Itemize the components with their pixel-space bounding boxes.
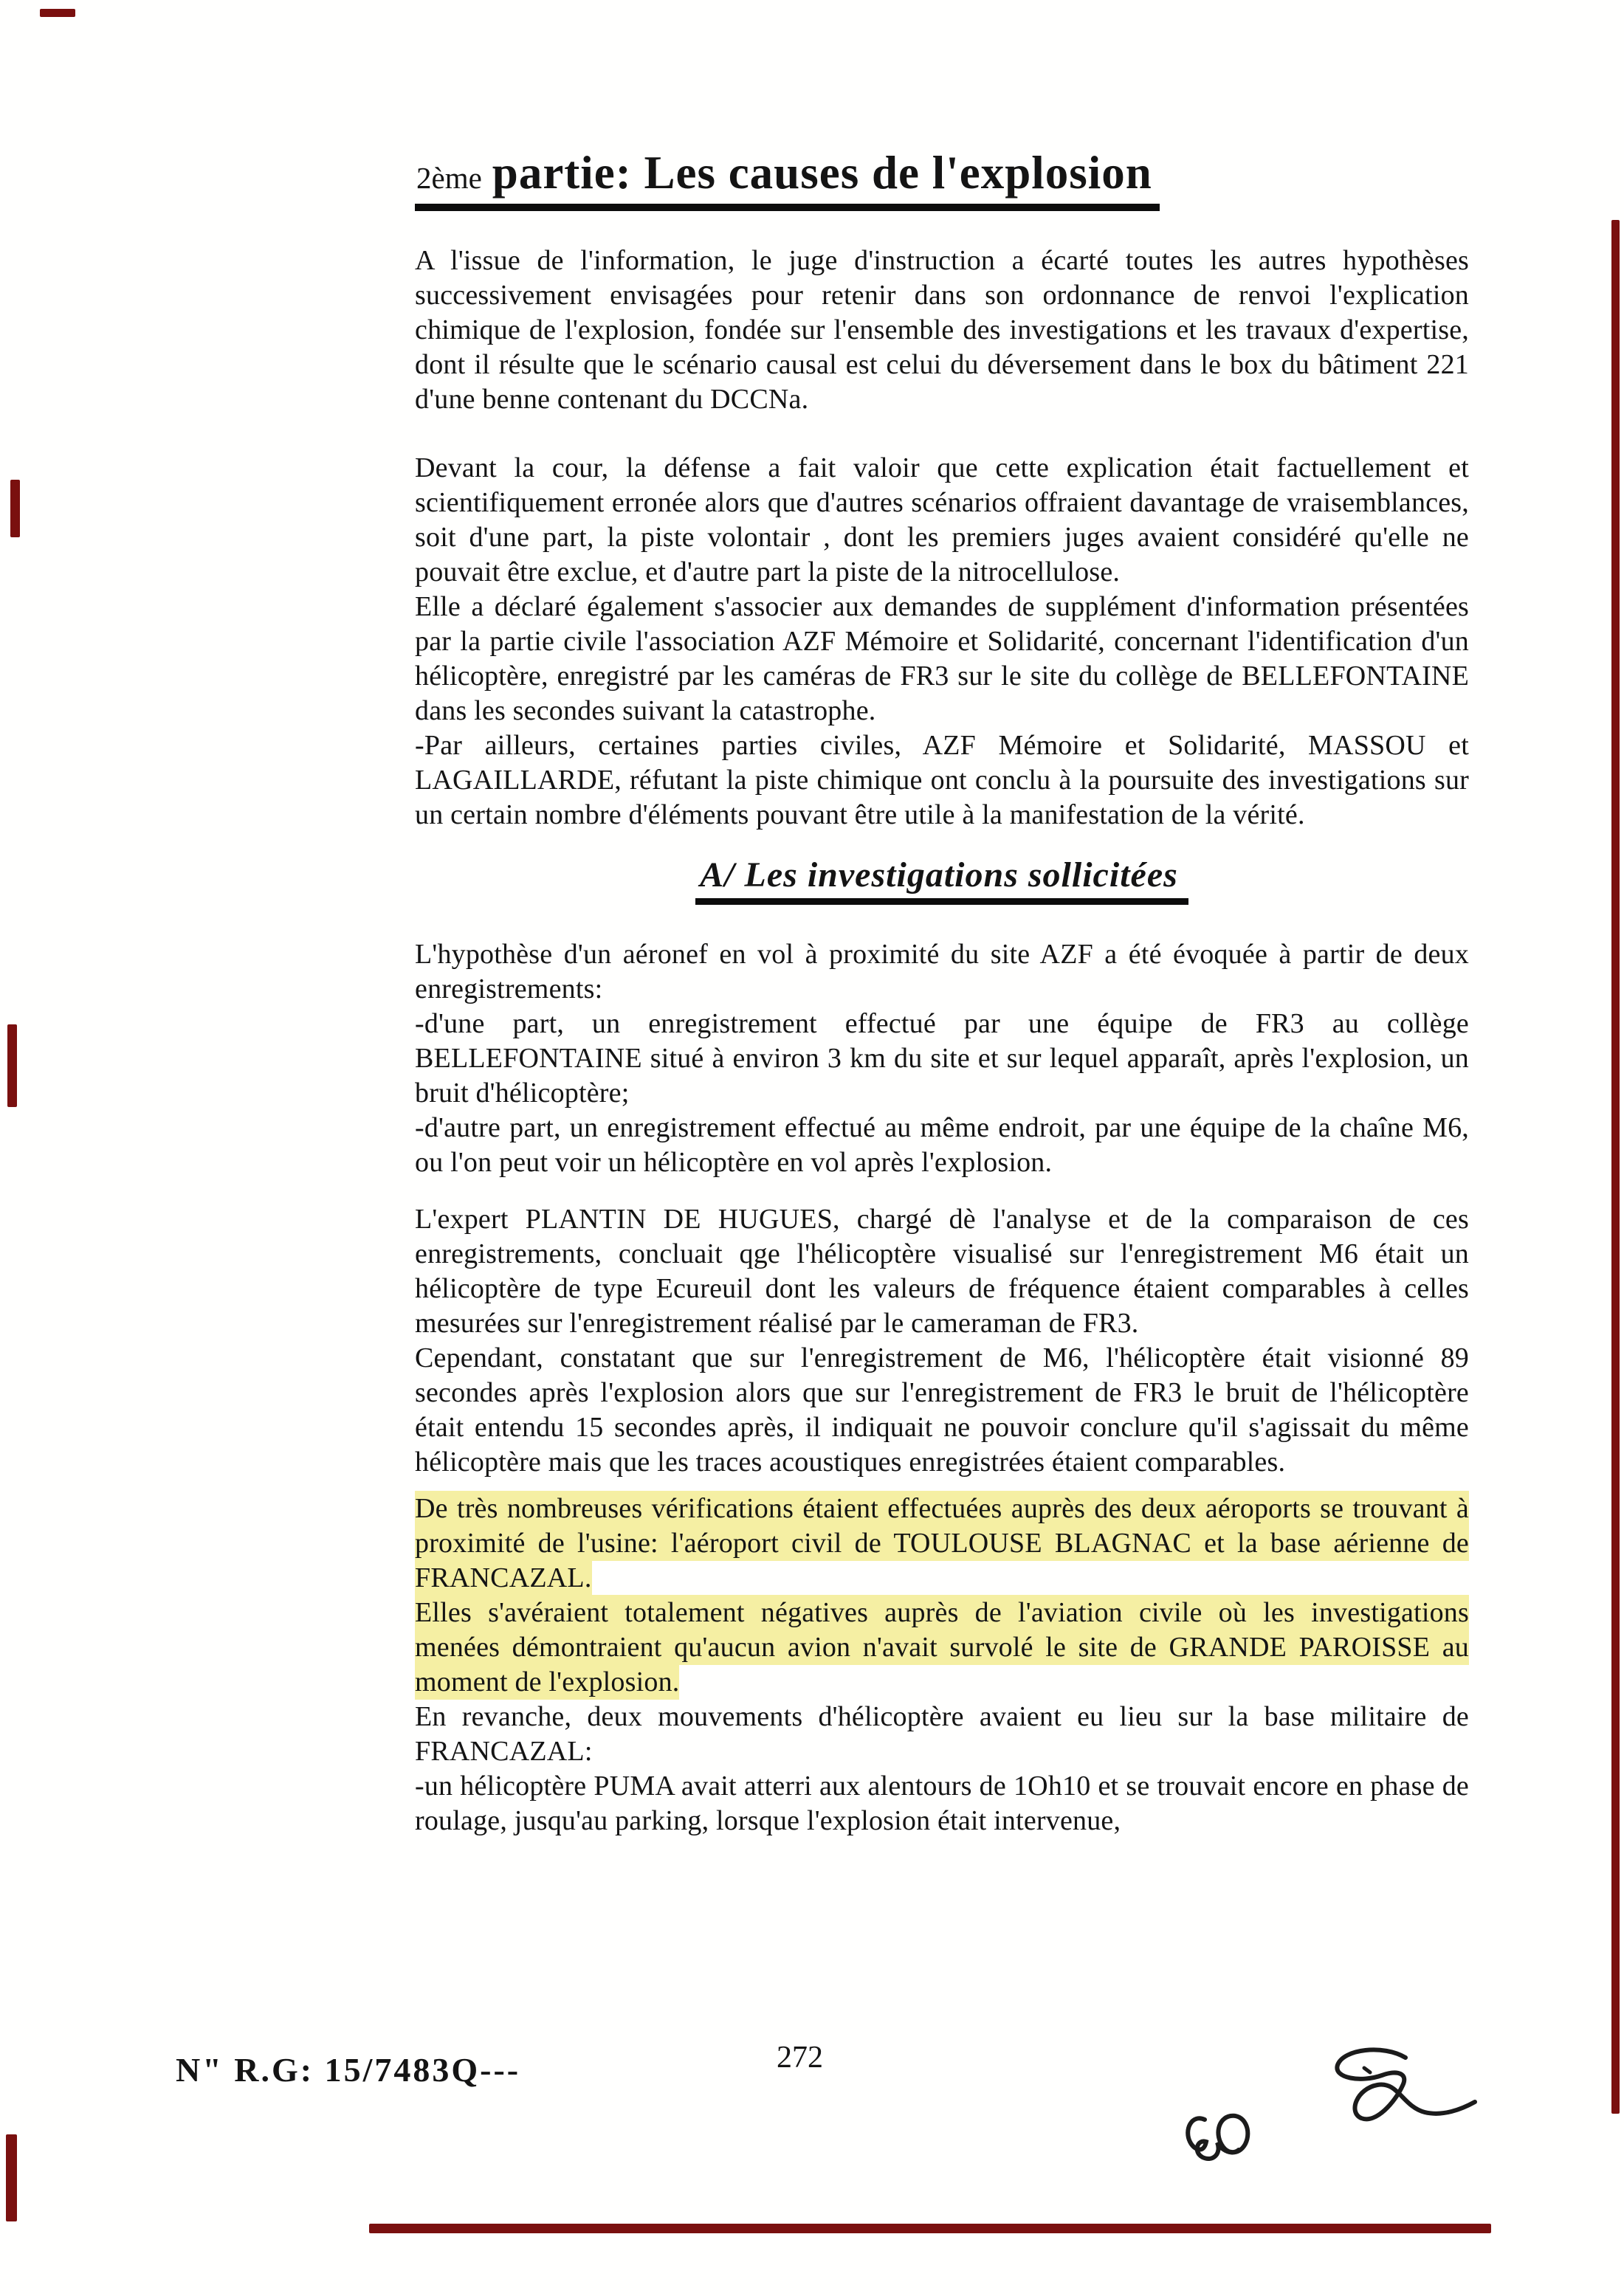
body-paragraph: -un hélicoptère PUMA avait atterri aux alentours de 1Oh10 et se trouvait encore en phase de roulage, jusqu'au parking, lorsque l'explosion était intervenue, [415, 1771, 1469, 1836]
body-paragraph: -Par ailleurs, certaines parties civiles, AZF Mémoire et Solidarité, MASSOU et LAGAILLARDE, réfutant la piste chimique ont conclu à la poursuite des investigations sur un certain nombre d'éléments pouvant être utile à la manifestation de la vérité. [415, 730, 1469, 830]
highlight-span: De très nombreuses vérifications étaient effectuées auprès des deux aéroports se trouvant à proximité de l'usine: l'aéroport civil de TOULOUSE BLAGNAC et la base aérienne de FRANCAZAL. [415, 1491, 1469, 1596]
body-paragraph: L'hypothèse d'un aéronef en vol à proximité du site AZF a été évoquée à partir de deux enregistrements: [415, 939, 1469, 1004]
body-paragraph: Devant la cour, la défense a fait valoir que cette explication était factuellement et scientifiquement erronée alors que d'autres scénarios offraient davantage de vraisemblances, soit d'une part, la piste volontair , dont les premiers juges avaient considéré qu'elle ne pouvait être exclue, et d'autre part la piste de la nitrocellulose. [415, 452, 1469, 587]
title-text: partie: Les causes de l'explosion [492, 147, 1152, 199]
handwritten-signature-scribble [1293, 2043, 1485, 2154]
scan-edge-mark-top-left [40, 9, 75, 17]
highlighted-paragraph [415, 1492, 1469, 1596]
scan-edge-mark-bottom [369, 2224, 1491, 2233]
section-heading-wrap [415, 855, 1469, 905]
body-paragraph: En revanche, deux mouvements d'hélicoptère avaient eu lieu sur la base militaire de FRANCAZAL: [415, 1701, 1469, 1767]
scan-edge-mark-left-3 [6, 2134, 17, 2221]
body-paragraph: Cependant, constatant que sur l'enregistrement de M6, l'hélicoptère était visionné 89 secondes après l'explosion alors que sur l'enregistrement de FR3 le bruit de l'hélicoptère était entendu 15 secondes après, il indiquait ne pouvoir conclure qu'il s'agissait du même hélicoptère mais que les traces acoustiques enregistrées étaient comparables. [415, 1342, 1469, 1478]
document-body [415, 146, 1469, 1838]
handwritten-initials-scribble [1180, 2092, 1283, 2165]
body-paragraph: A l'issue de l'information, le juge d'instruction a écarté toutes les autres hypothèses successivement envisagées pour retenir dans son ordonnance de renvoi l'explication chimique de l'explosion, fondée sur l'ensemble des investigations et les travaux d'expertise, dont il résulte que le scénario causal est celui du déversement dans le box du bâtiment 221 d'une benne contenant du DCCNa. [415, 245, 1469, 415]
scan-edge-mark-left-1 [10, 480, 20, 537]
body-paragraph: L'expert PLANTIN DE HUGUES, chargé dè l'analyse et de la comparaison de ces enregistrements, concluait qge l'hélicoptère visualisé sur l'enregistrement M6 était un hélicoptère de type Ecureuil dont les valeurs de fréquence étaient comparables à celles mesurées sur l'enregistrement réalisé par le cameraman de FR3. [415, 1204, 1469, 1339]
body-paragraph: -d'autre part, un enregistrement effectué au même endroit, par une équipe de la chaîne M6, ou l'on peut voir un hélicoptère en vol après l'explosion. [415, 1112, 1469, 1178]
highlighted-paragraph [415, 1596, 1469, 1700]
title-prefix: 2ème [416, 161, 482, 195]
body-paragraph: Elle a déclaré également s'associer aux demandes de supplément d'information présentées par la partie civile l'association AZF Mémoire et Solidarité, concernant l'identification d'un hélicoptère, enregistré par les caméras de FR3 sur le site du collège de BELLEFONTAINE dans les secondes suivant la catastrophe. [415, 591, 1469, 726]
highlight-span: Elles s'avéraient totalement négatives auprès de l'aviation civile où les investigations menées démontraient qu'aucun avion n'avait survolé le site de GRANDE PAROISSE au moment de l'explosion. [415, 1595, 1469, 1700]
scan-edge-mark-left-2 [7, 1024, 17, 1107]
section-heading: A/ Les investigations sollicitées [695, 855, 1188, 905]
page-number: 272 [777, 2041, 823, 2075]
title-underline [415, 146, 1160, 211]
body-paragraph: -d'une part, un enregistrement effectué par une équipe de FR3 au collège BELLEFONTAINE situé à environ 3 km du site et sur lequel apparaît, après l'explosion, un bruit d'hélicoptère; [415, 1008, 1469, 1109]
scan-edge-mark-right [1611, 220, 1620, 2114]
document-title [415, 146, 1469, 211]
rg-number: N" R.G: 15/7483Q--- [176, 2051, 521, 2089]
